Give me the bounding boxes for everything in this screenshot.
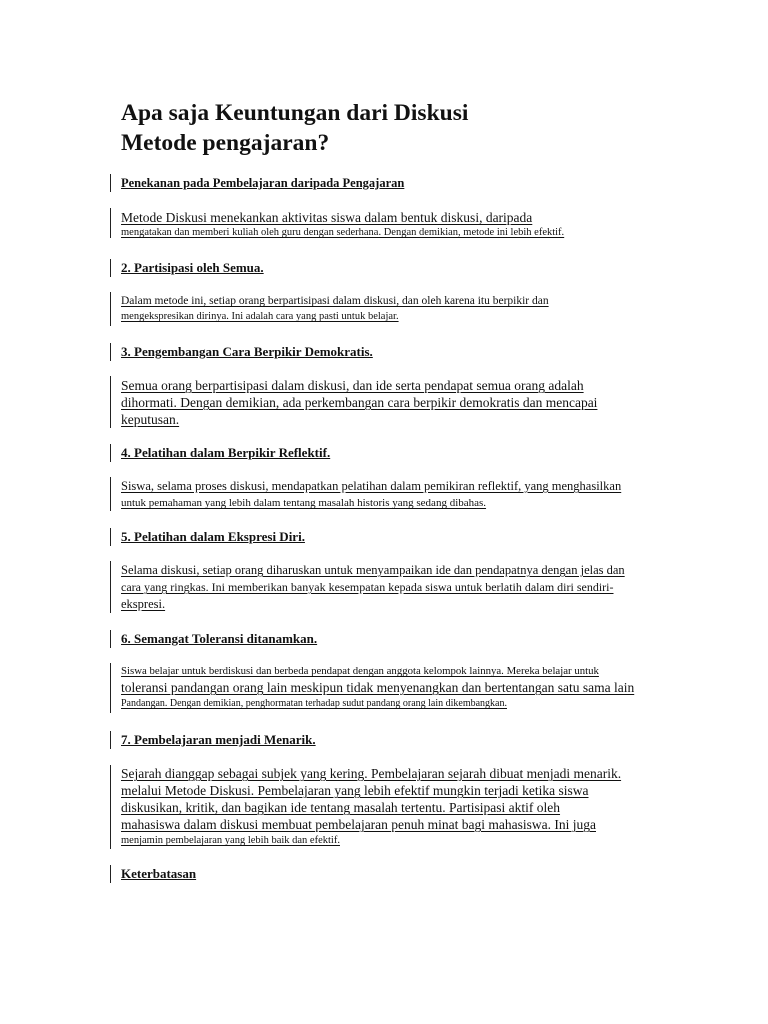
title-line-2: Metode pengajaran? [121,130,330,156]
paragraph-line: melalui Metode Diskusi. Pembelajaran yang lebih efektif mungkin terjadi ketika siswa [121,783,589,798]
section-body-6 [121,663,701,711]
paragraph-marker [110,663,111,713]
paragraph-line: Dalam metode ini, setiap orang berpartisipasi dalam diskusi, dan oleh karena itu berpikir dan [121,295,549,307]
paragraph-marker [110,561,111,613]
paragraph-line: mengatakan dan memberi kuliah oleh guru dengan sederhana. Dengan demikian, metode ini lebih efektif. [121,227,565,238]
section-heading-6: 6. Semangat Toleransi ditanamkan. [121,631,318,646]
paragraph-line: ekspresi. [121,597,166,611]
paragraph-line: Sejarah dianggap sebagai subjek yang kering. Pembelajaran sejarah dibuat menjadi menarik. [121,766,622,781]
title-line-1: Apa saja Keuntungan dari Diskusi [121,100,469,126]
paragraph-line: cara yang ringkas. Ini memberikan banyak kesempatan kepada siswa untuk berlatih dalam diri sendiri- [121,580,614,594]
section-body-5 [121,562,701,613]
page-title [121,98,681,158]
paragraph-line: keputusan. [121,412,180,427]
paragraph-line: menjamin pembelajaran yang lebih baik dan efektif. [121,835,340,846]
section-heading-8: Keterbatasan [121,866,197,881]
section-body-3 [121,377,701,428]
paragraph-line: dihormati. Dengan demikian, ada perkembangan cara berpikir demokratis dan mencapai [121,395,598,410]
paragraph-marker [110,765,111,849]
paragraph-line: Semua orang berpartisipasi dalam diskusi, dan ide serta pendapat semua orang adalah [121,378,584,393]
section-body-4 [121,478,701,511]
section-marker [110,528,111,546]
section-heading-2: 2. Partisipasi oleh Semua. [121,260,264,275]
section-marker [110,259,111,277]
section-marker [110,731,111,749]
section-body-1 [121,209,701,240]
paragraph-line: Metode Diskusi menekankan aktivitas siswa dalam bentuk diskusi, daripada [121,210,533,225]
paragraph-line: untuk pemahaman yang lebih dalam tentang masalah historis yang sedang dibahas. [121,497,487,509]
section-marker [110,174,111,192]
section-body-2 [121,293,701,324]
section-heading-4: 4. Pelatihan dalam Berpikir Reflektif. [121,445,331,460]
section-heading-5: 5. Pelatihan dalam Ekspresi Diri. [121,529,305,544]
paragraph-line: diskusikan, kritik, dan bagikan ide tentang masalah tertentu. Partisipasi aktif oleh [121,800,561,815]
paragraph-line: Pandangan. Dengan demikian, penghormatan terhadap sudut pandang orang lain dikembangkan. [121,698,507,709]
paragraph-line: mengekspresikan dirinya. Ini adalah cara yang pasti untuk belajar. [121,311,399,322]
paragraph-line: Selama diskusi, setiap orang diharuskan untuk menyampaikan ide dan pendapatnya dengan jelas dan [121,563,625,577]
section-marker [110,630,111,648]
paragraph-marker [110,477,111,511]
section-heading-1: Penekanan pada Pembelajaran daripada Pengajaran [121,176,405,190]
paragraph-line: toleransi pandangan orang lain meskipun tidak menyenangkan dan bertentangan satu sama lain [121,680,635,695]
section-heading-7: 7. Pembelajaran menjadi Menarik. [121,732,316,747]
section-body-7 [121,765,701,848]
section-marker [110,444,111,462]
paragraph-marker [110,376,111,428]
paragraph-line: Siswa, selama proses diskusi, mendapatkan pelatihan dalam pemikiran reflektif, yang menghasilkan [121,479,622,493]
section-marker [110,865,111,883]
paragraph-line: Siswa belajar untuk berdiskusi dan berbeda pendapat dengan anggota kelompok lainnya. Mereka belajar untuk [121,665,599,677]
paragraph-line: mahasiswa dalam diskusi membuat pembelajaran penuh minat bagi mahasiswa. Ini juga [121,817,596,832]
section-marker [110,343,111,361]
section-heading-3: 3. Pengembangan Cara Berpikir Demokratis. [121,344,373,359]
paragraph-marker [110,292,111,326]
paragraph-marker [110,208,111,238]
